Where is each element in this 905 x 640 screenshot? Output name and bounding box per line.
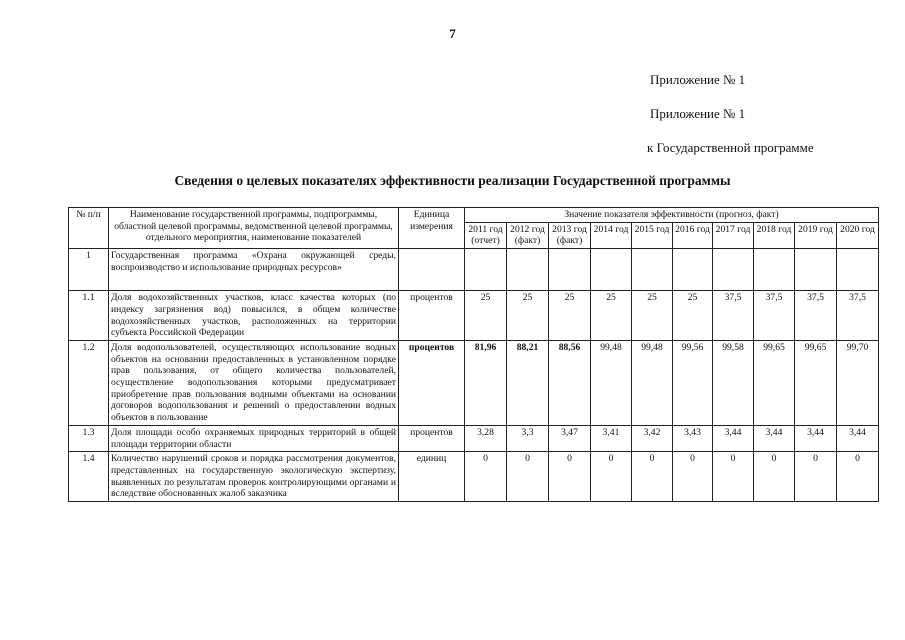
row-value: 3,41 [591, 425, 632, 451]
row-value [713, 249, 754, 291]
row-value [795, 249, 837, 291]
row-value: 0 [507, 452, 549, 502]
header-year: 2015 год [632, 222, 673, 248]
header-year: 2014 год [591, 222, 632, 248]
row-value [507, 249, 549, 291]
row-value: 37,5 [837, 291, 879, 341]
row-value: 37,5 [754, 291, 795, 341]
row-value: 3,28 [465, 425, 507, 451]
table-row [69, 249, 879, 291]
row-value: 99,48 [591, 340, 632, 425]
row-value: 3,44 [713, 425, 754, 451]
row-value: 99,65 [754, 340, 795, 425]
row-value [837, 249, 879, 291]
appendix-line-1: Приложение № 1 [650, 72, 746, 87]
row-value: 25 [549, 291, 591, 341]
row-unit [399, 249, 465, 291]
row-name: Доля водохозяйственных участков, класс качества которых (по индексу загрязнения вод) повысился, в общем количестве водохозяйственных участков, расположенных на территории субъекта Российской Федерации [109, 291, 399, 341]
header-num: № п/п [69, 208, 109, 249]
row-value: 0 [713, 452, 754, 502]
row-value: 37,5 [795, 291, 837, 341]
header-year: 2020 год [837, 222, 879, 248]
row-value [591, 249, 632, 291]
row-value: 3,44 [795, 425, 837, 451]
header-name: Наименование государственной программы, подпрограммы, областной целевой программы, ведомственной целевой программы, отдельного мероприятия, наименование показателей [109, 208, 399, 249]
row-name: Государственная программа «Охрана окружающей среды, воспроизводство и использование природных ресурсов» [109, 249, 399, 291]
row-value: 0 [465, 452, 507, 502]
page-number: 7 [449, 26, 456, 41]
row-unit: процентов [399, 425, 465, 451]
header-year: 2016 год [673, 222, 713, 248]
row-value: 99,58 [713, 340, 754, 425]
row-name: Доля площади особо охраняемых природных территорий в общей площади территории области [109, 425, 399, 451]
row-name: Доля водопользователей, осуществляющих использование водных объектов на основании предоставленных в установленном порядке прав пользования, от общего количества пользователей, осуществление водопользования которыми предусматривает приобретение прав пользования водными объектами на основании договоров водопользования и решений о предоставлении водных объектов в пользование [109, 340, 399, 425]
row-value [754, 249, 795, 291]
row-value: 3,3 [507, 425, 549, 451]
header-year: 2019 год [795, 222, 837, 248]
row-value: 3,44 [754, 425, 795, 451]
row-value: 99,48 [632, 340, 673, 425]
row-num: 1.3 [69, 425, 109, 451]
row-value [465, 249, 507, 291]
header-year: 2012 год (факт) [507, 222, 549, 248]
row-value: 0 [754, 452, 795, 502]
row-value: 3,47 [549, 425, 591, 451]
header-row [69, 208, 879, 223]
row-value: 3,42 [632, 425, 673, 451]
indicators-table [68, 207, 879, 502]
row-value [673, 249, 713, 291]
header-year: 2018 год [754, 222, 795, 248]
appendix-line-2: Приложение № 1 [650, 106, 746, 121]
row-value: 0 [549, 452, 591, 502]
row-value: 81,96 [465, 340, 507, 425]
row-value: 3,44 [837, 425, 879, 451]
header-unit: Единица измерения [399, 208, 465, 249]
row-value: 37,5 [713, 291, 754, 341]
row-value [632, 249, 673, 291]
header-values-group: Значение показателя эффективности (прогноз, факт) [465, 208, 879, 223]
row-value: 25 [465, 291, 507, 341]
row-unit: процентов [399, 340, 465, 425]
row-num: 1.4 [69, 452, 109, 502]
header-year: 2017 год [713, 222, 754, 248]
document-title: Сведения о целевых показателях эффективности реализации Государственной программы [174, 173, 731, 188]
row-value: 0 [591, 452, 632, 502]
row-name: Количество нарушений сроков и порядка рассмотрения документов, представленных на государственную экологическую экспертизу, выявленных по результатам проверок контролирующими органами и вследствие обоснованных жалоб заказчика [109, 452, 399, 502]
header-year: 2011 год (отчет) [465, 222, 507, 248]
row-value: 25 [673, 291, 713, 341]
appendix-line-3: к Государственной программе [647, 140, 814, 155]
row-value: 0 [673, 452, 713, 502]
row-value: 25 [591, 291, 632, 341]
row-value: 3,43 [673, 425, 713, 451]
row-unit: процентов [399, 291, 465, 341]
row-num: 1 [69, 249, 109, 291]
row-value: 99,56 [673, 340, 713, 425]
row-value [549, 249, 591, 291]
row-value: 25 [507, 291, 549, 341]
row-num: 1.2 [69, 340, 109, 425]
table-row [69, 425, 879, 451]
table-body [69, 208, 879, 502]
row-value: 88,21 [507, 340, 549, 425]
row-value: 0 [795, 452, 837, 502]
table-row [69, 340, 879, 425]
header-year: 2013 год (факт) [549, 222, 591, 248]
table-row [69, 452, 879, 502]
row-value: 0 [632, 452, 673, 502]
row-unit: единиц [399, 452, 465, 502]
table-row [69, 291, 879, 341]
row-value: 99,70 [837, 340, 879, 425]
row-value: 88,56 [549, 340, 591, 425]
row-value: 25 [632, 291, 673, 341]
row-value: 0 [837, 452, 879, 502]
row-value: 99,65 [795, 340, 837, 425]
row-num: 1.1 [69, 291, 109, 341]
